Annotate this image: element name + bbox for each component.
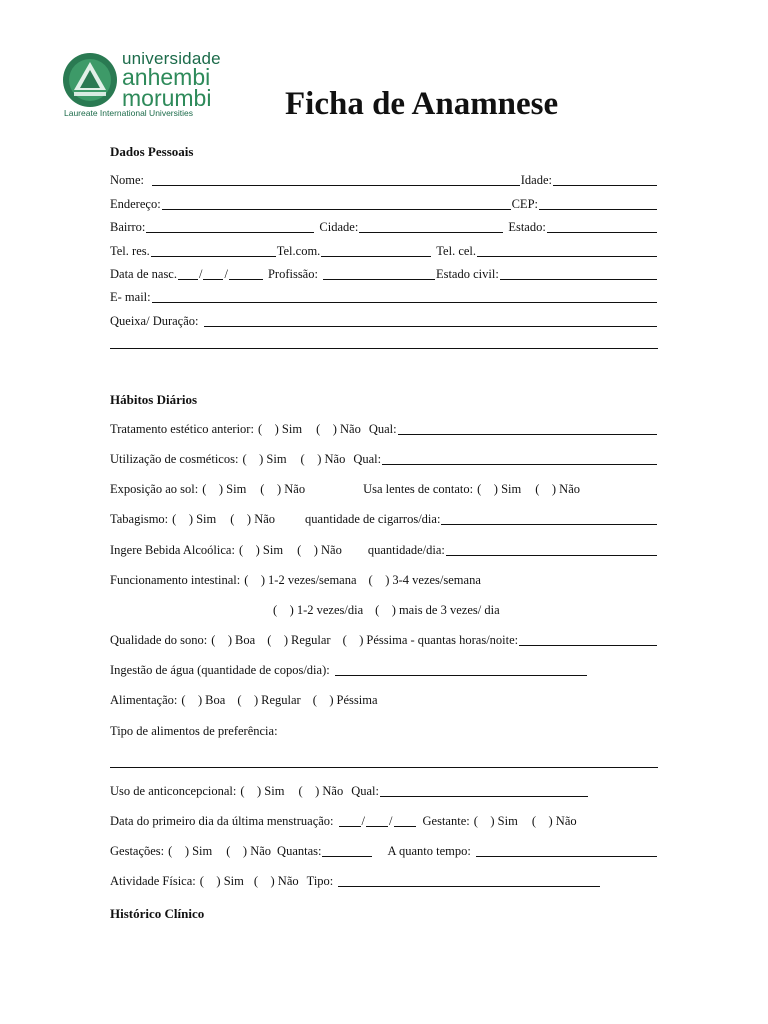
quantas-field[interactable] <box>322 844 372 857</box>
tratamento-nao-checkbox[interactable]: ( ) Não <box>316 422 361 436</box>
sono-pessima-label: Péssima - quantas horas/noite: <box>366 633 519 647</box>
cidade-field[interactable] <box>359 220 503 233</box>
tabagismo-sim-checkbox[interactable]: ( ) Sim <box>172 512 217 526</box>
intestinal-1-2-semana-label: 1-2 vezes/semana <box>268 573 357 587</box>
alimentacao-boa-checkbox[interactable]: ( ) <box>181 693 203 707</box>
queixa-field-continued[interactable] <box>110 348 658 349</box>
exposicao-nao-checkbox[interactable]: ( ) Não <box>260 482 306 496</box>
bairro-label: Bairro: <box>110 220 146 234</box>
row-alimentacao <box>110 692 658 708</box>
tabagismo-label: Tabagismo: <box>110 512 169 526</box>
alimentacao-pessima-label: Péssima <box>336 693 378 707</box>
endereco-label: Endereço: <box>110 197 161 211</box>
lentes-label: Usa lentes de contato: <box>363 482 474 496</box>
tipo-alimentos-field[interactable] <box>110 767 658 768</box>
cosmeticos-sim-checkbox[interactable]: ( ) Sim <box>242 452 287 466</box>
row-nome <box>110 172 658 188</box>
sono-boa-label: Boa <box>235 633 256 647</box>
alimentacao-label: Alimentação: <box>110 693 178 707</box>
row-menstruacao: Data do primeiro dia da última menstruação: / / Gestante: ( ) Sim ( ) Não <box>110 814 577 828</box>
gestacoes-sim-checkbox[interactable]: ( ) Sim <box>168 844 213 858</box>
row-gestacoes <box>110 843 658 859</box>
quanto-tempo-label: A quanto tempo: <box>387 844 471 858</box>
tratamento-label: Tratamento estético anterior: <box>110 422 254 436</box>
bairro-field[interactable] <box>146 220 314 233</box>
qtd-dia-field[interactable] <box>446 543 657 556</box>
row-tratamento <box>110 421 658 437</box>
queixa-label: Queixa/ Duração: <box>110 314 199 328</box>
tel-res-field[interactable] <box>151 244 276 257</box>
nasc-dia-field[interactable] <box>178 267 198 280</box>
estado-field[interactable] <box>547 220 657 233</box>
bebida-nao-checkbox[interactable]: ( ) Não <box>297 543 342 557</box>
alimentacao-boa-label: Boa <box>205 693 226 707</box>
tel-res-label: Tel. res. <box>110 244 150 258</box>
tipo-label: Tipo: <box>306 874 334 888</box>
data-nasc-label: Data de nasc. <box>110 267 177 281</box>
university-emblem-icon <box>62 52 118 108</box>
row-bairro <box>110 219 658 235</box>
exposicao-label: Exposição ao sol: <box>110 482 199 496</box>
profissao-field[interactable] <box>323 267 435 280</box>
menstruacao-mes-field[interactable] <box>366 814 388 827</box>
email-field[interactable] <box>152 290 657 303</box>
exposicao-sim-checkbox[interactable]: ( ) Sim <box>202 482 247 496</box>
row-anticoncepcional <box>110 783 658 799</box>
intestinal-3-4-semana-label: 3-4 vezes/semana <box>392 573 481 587</box>
anticoncepcional-nao-checkbox[interactable]: ( ) Não <box>298 784 344 798</box>
lentes-nao-checkbox[interactable]: ( ) Não <box>535 482 581 496</box>
cosmeticos-label: Utilização de cosméticos: <box>110 452 239 466</box>
atividade-label: Atividade Física: <box>110 874 196 888</box>
row-nascimento: Data de nasc. / / Profissão: Estado civil: <box>110 266 658 282</box>
agua-label: Ingestão de água (quantidade de copos/dia): <box>110 663 330 677</box>
tel-com-label: Tel.com. <box>276 244 321 258</box>
cep-field[interactable] <box>539 197 657 210</box>
cosmeticos-nao-checkbox[interactable]: ( ) Não <box>300 452 346 466</box>
idade-label: Idade: <box>520 173 552 187</box>
row-intestinal <box>110 572 658 588</box>
gestante-nao-checkbox[interactable]: ( ) Não <box>531 814 577 828</box>
email-label: E- mail: <box>110 290 151 304</box>
estado-civil-label: Estado civil: <box>435 267 499 281</box>
tratamento-sim-checkbox[interactable]: ( ) Sim <box>257 422 303 436</box>
university-logo <box>62 50 232 120</box>
anticoncepcional-sim-checkbox[interactable]: ( ) Sim <box>240 784 285 798</box>
cigarros-field[interactable] <box>441 512 657 525</box>
nasc-mes-field[interactable] <box>203 267 223 280</box>
intestinal-mais-3-checkbox[interactable]: ( ) <box>375 603 396 617</box>
row-agua <box>110 662 658 678</box>
sono-regular-checkbox[interactable]: ( ) <box>267 633 289 647</box>
intestinal-1-2-dia-checkbox[interactable]: ( ) <box>273 603 294 617</box>
tipo-alimentos-label: Tipo de alimentos de preferência: <box>110 724 278 738</box>
intestinal-mais-3-label: mais de 3 vezes/ dia <box>398 603 500 617</box>
row-atividade <box>110 873 658 889</box>
anticoncepcional-qual-label: Qual: <box>351 784 380 798</box>
gestante-sim-checkbox[interactable]: ( ) Sim <box>473 814 518 828</box>
nasc-ano-field[interactable] <box>229 267 263 280</box>
intestinal-1-2-semana-checkbox[interactable]: ( ) <box>244 573 266 587</box>
row-endereco <box>110 196 658 212</box>
logo-line2: anhembi <box>122 64 211 90</box>
row-bebida <box>110 542 658 558</box>
tabagismo-nao-checkbox[interactable]: ( ) Não <box>230 512 276 526</box>
alimentacao-pessima-checkbox[interactable]: ( ) <box>312 693 334 707</box>
intestinal-1-2-dia-label: 1-2 vezes/dia <box>296 603 364 617</box>
alimentacao-regular-checkbox[interactable]: ( ) <box>237 693 259 707</box>
estado-civil-field[interactable] <box>500 267 657 280</box>
section-habitos-diarios: Hábitos Diários <box>110 392 198 407</box>
logo-line1: universidade <box>122 49 221 68</box>
tipo-field[interactable] <box>338 874 600 887</box>
cep-label: CEP: <box>511 197 538 211</box>
gestacoes-nao-checkbox[interactable]: ( ) Não <box>226 844 272 858</box>
bebida-sim-checkbox[interactable]: ( ) Sim <box>238 543 284 557</box>
nome-field[interactable] <box>152 173 520 186</box>
gestacoes-label: Gestações: <box>110 844 165 858</box>
sono-boa-checkbox[interactable]: ( ) <box>211 633 233 647</box>
intestinal-label: Funcionamento intestinal: <box>110 573 241 587</box>
agua-field[interactable] <box>335 663 587 676</box>
sono-label: Qualidade do sono: <box>110 633 208 647</box>
alimentacao-regular-label: Regular <box>261 693 301 707</box>
idade-field[interactable] <box>553 173 657 186</box>
menstruacao-ano-field[interactable] <box>394 814 416 827</box>
intestinal-3-4-semana-checkbox[interactable]: ( ) <box>368 573 390 587</box>
tel-cel-label: Tel. cel. <box>436 244 477 258</box>
queixa-field[interactable] <box>204 314 657 327</box>
row-telefones <box>110 243 658 259</box>
menstruacao-dia-field[interactable] <box>339 814 361 827</box>
sono-horas-field[interactable] <box>519 633 657 646</box>
atividade-nao-checkbox[interactable]: ( ) Não <box>253 874 299 888</box>
section-historico-clinico: Histórico Clínico <box>110 906 205 921</box>
tratamento-qual-label: Qual: <box>368 422 397 436</box>
cidade-label: Cidade: <box>319 220 359 234</box>
row-email <box>110 289 658 305</box>
row-queixa <box>110 313 658 329</box>
menstruacao-label: Data do primeiro dia da última menstruação: <box>110 814 334 828</box>
tratamento-qual-field[interactable] <box>398 422 657 435</box>
quanto-tempo-field[interactable] <box>476 844 657 857</box>
profissao-label: Profissão: <box>267 267 318 281</box>
qtd-dia-label: quantidade/dia: <box>367 543 445 557</box>
row-sono <box>110 632 658 648</box>
tel-cel-field[interactable] <box>477 244 657 257</box>
section-dados-pessoais: Dados Pessoais <box>110 144 194 159</box>
row-intestinal-dia <box>110 602 658 618</box>
row-tipo-alimentos <box>110 723 658 739</box>
logo-subtitle: Laureate International Universities <box>64 108 193 118</box>
page-title: Ficha de Anamnese <box>285 86 559 122</box>
tel-com-field[interactable] <box>321 244 431 257</box>
logo-wordmark <box>122 50 221 109</box>
bebida-label: Ingere Bebida Alcoólica: <box>110 543 235 557</box>
cosmeticos-qual-field[interactable] <box>382 452 657 465</box>
nome-label: Nome: <box>110 173 145 187</box>
sono-regular-label: Regular <box>291 633 331 647</box>
gestante-label: Gestante: <box>422 814 470 828</box>
cosmeticos-qual-label: Qual: <box>353 452 382 466</box>
lentes-sim-checkbox[interactable]: ( ) Sim <box>477 482 522 496</box>
row-cosmeticos <box>110 451 658 467</box>
logo-line3: morumbi <box>122 85 212 111</box>
endereco-field[interactable] <box>162 197 511 210</box>
quantas-label: Quantas: <box>277 844 322 858</box>
sono-pessima-checkbox[interactable]: ( ) <box>342 633 364 647</box>
row-tabagismo <box>110 511 658 527</box>
cigarros-label: quantidade de cigarros/dia: <box>305 512 441 526</box>
anticoncepcional-qual-field[interactable] <box>380 784 588 797</box>
anticoncepcional-label: Uso de anticoncepcional: <box>110 784 237 798</box>
atividade-sim-checkbox[interactable]: ( ) Sim <box>199 874 244 888</box>
row-exposicao <box>110 481 658 497</box>
estado-label: Estado: <box>508 220 546 234</box>
